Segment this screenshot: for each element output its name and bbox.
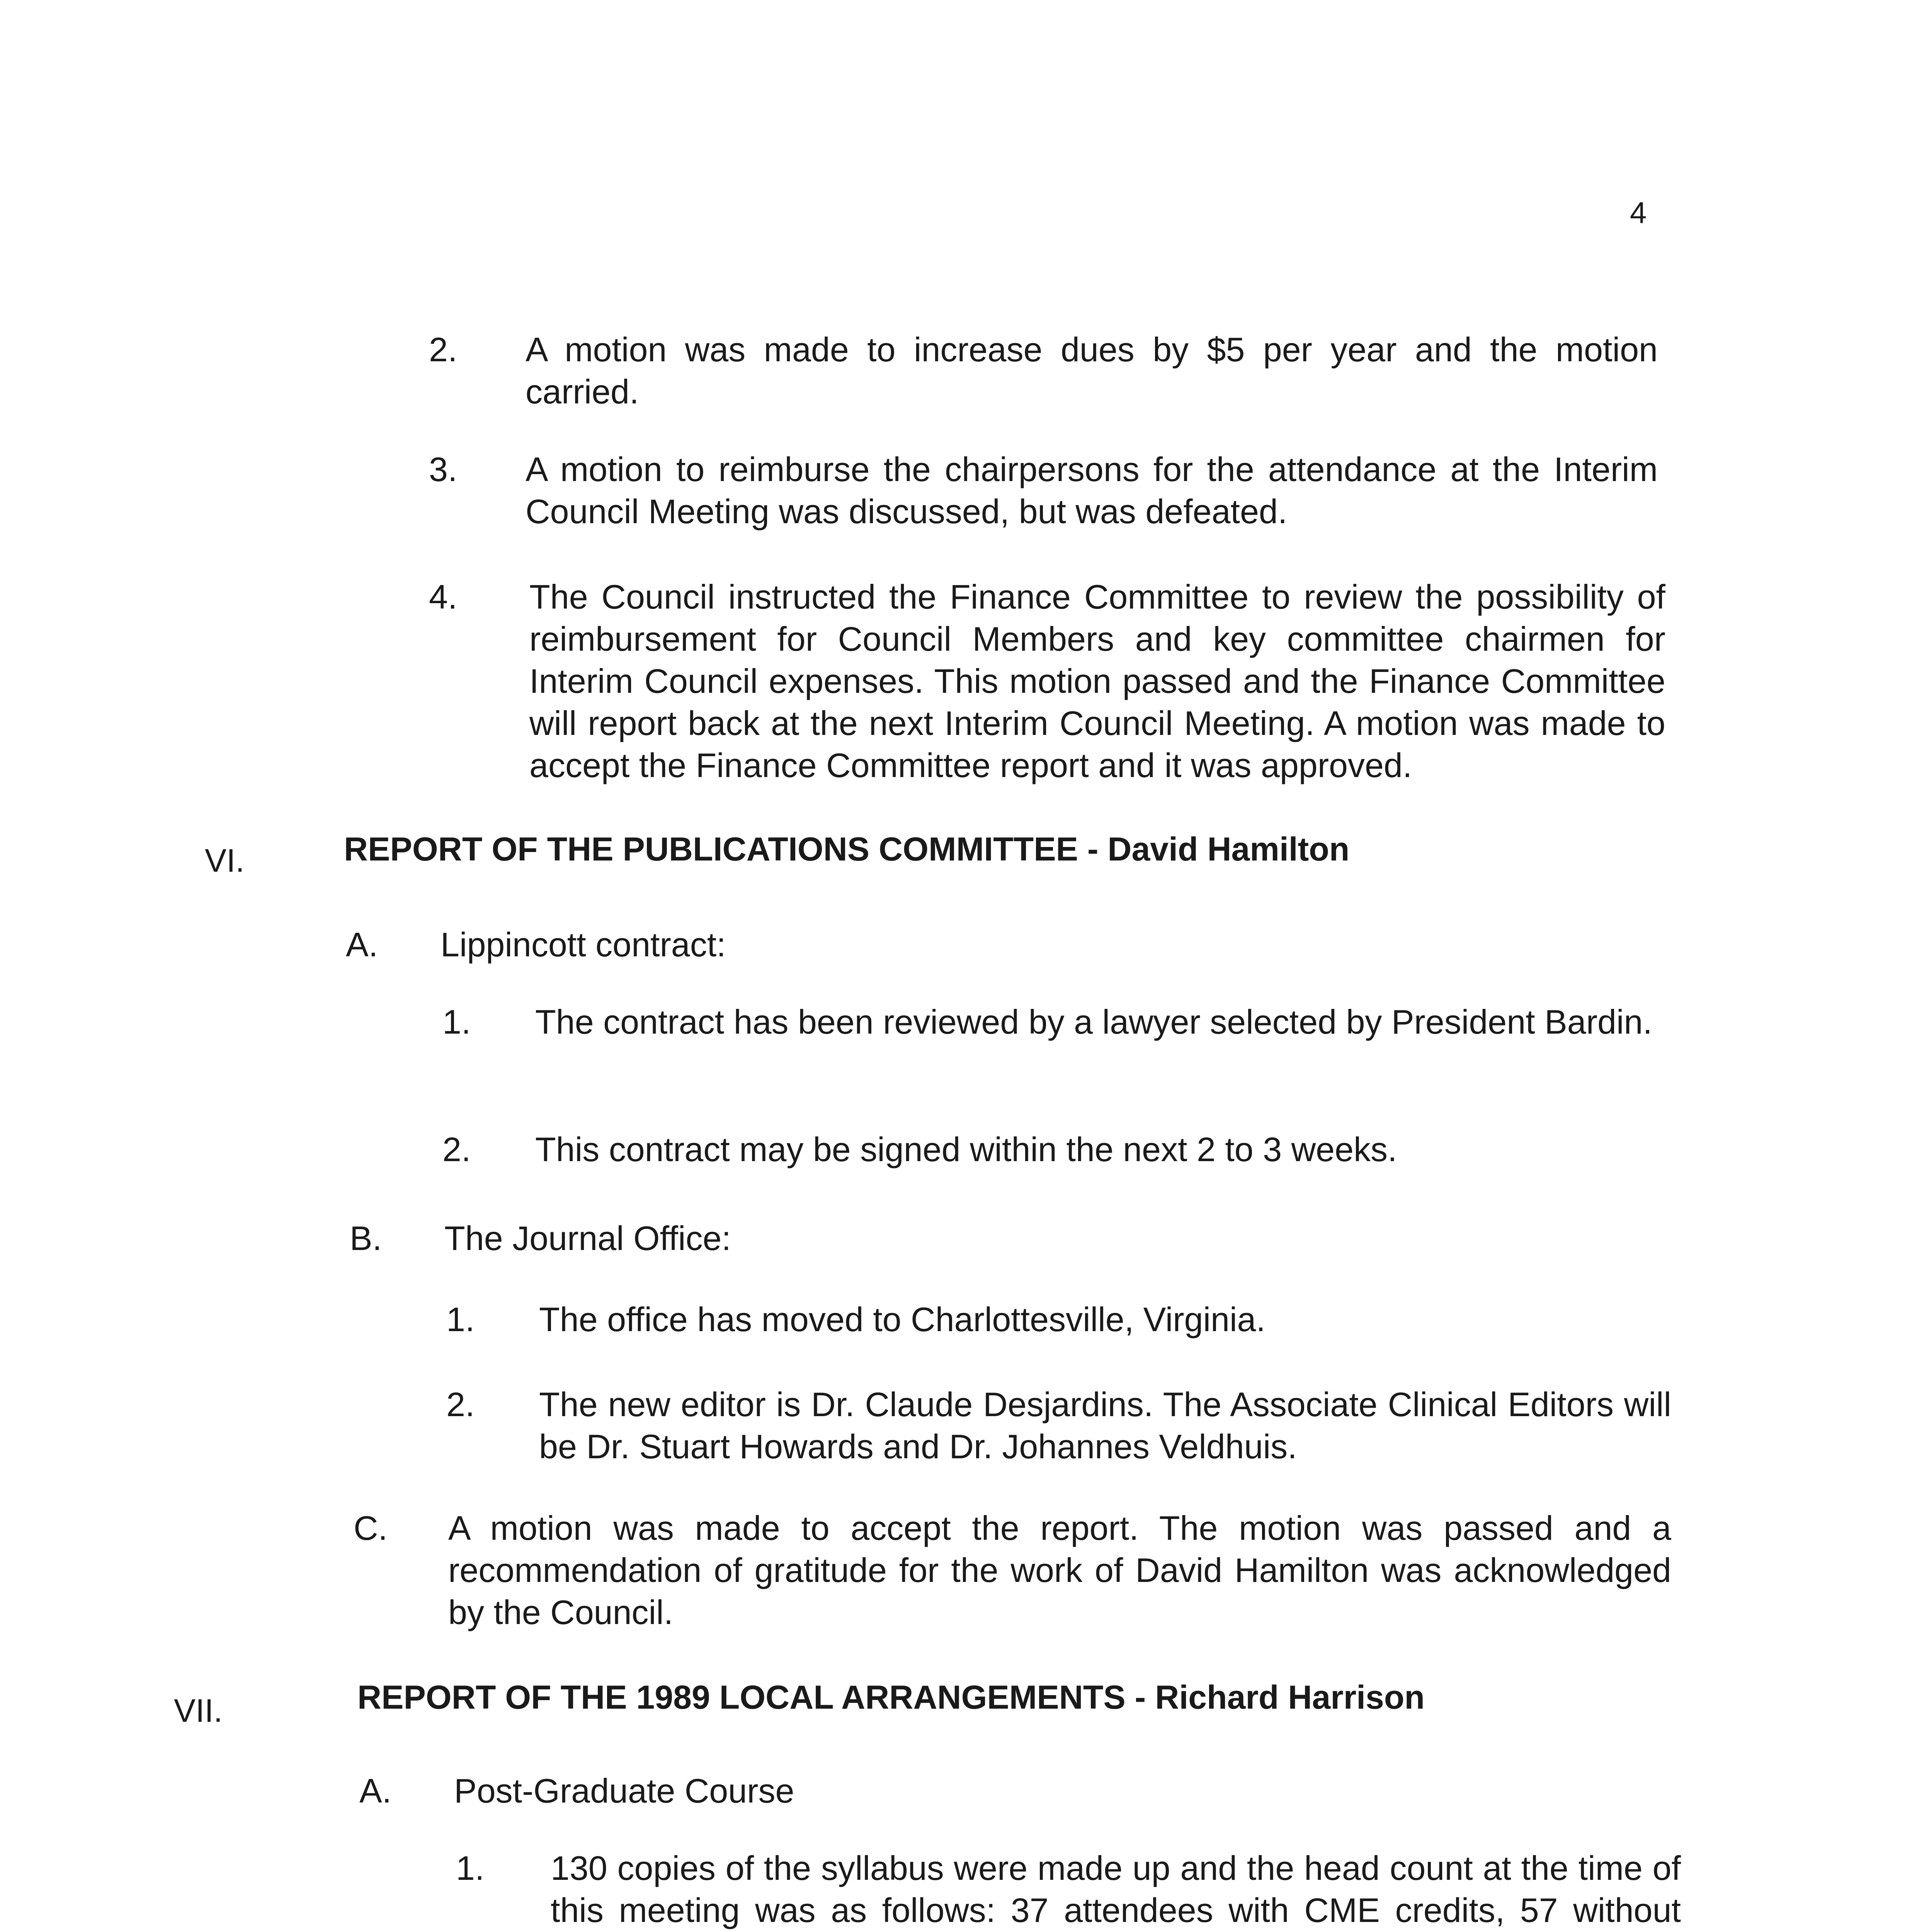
- item-text: 130 copies of the syllabus were made up and the head count at the time of this meeting was as follows: 37 attendees with CME credits, 57 without: [551, 1849, 1681, 1930]
- item-text: The new editor is Dr. Claude Desjardins. The Associate Clinical Editors will be Dr. Stuart Howards and Dr. Johannes Veldhuis.: [539, 1385, 1671, 1466]
- subsection-letter: A.: [346, 925, 378, 964]
- item-number: 2.: [442, 1130, 471, 1168]
- item-number: 2.: [429, 330, 458, 369]
- section-vi-numeral: VI.: [205, 842, 245, 879]
- subsection-label: The Journal Office:: [444, 1219, 731, 1257]
- item-number: 1.: [442, 1003, 471, 1041]
- item-number: 2.: [446, 1385, 475, 1423]
- subsection-label: Post-Graduate Course: [454, 1772, 794, 1810]
- item-text: This contract may be signed within the next 2 to 3 weeks.: [535, 1130, 1397, 1168]
- item-text: A motion to reimburse the chairpersons for the attendance at the Interim Council Meeting was discussed, but was defeated.: [526, 450, 1658, 531]
- item-text: A motion was made to increase dues by $5 per year and the motion carried.: [526, 330, 1658, 411]
- section-vii-heading: REPORT OF THE 1989 LOCAL ARRANGEMENTS - Richard Harrison: [357, 1679, 1425, 1716]
- item-number: 3.: [429, 450, 458, 488]
- subsection-letter: A.: [359, 1772, 392, 1810]
- subsection-label: Lippincott contract:: [441, 925, 726, 964]
- item-text: The Council instructed the Finance Committee to review the possibility of reimbursement for Council Members and key committee chairmen for Interim Council expenses. This motion passed and the Finance Committee will report back at the next Interim Council Meeting. A motion was made to accept the Finance Committee report and it was approved.: [529, 578, 1665, 785]
- page-number: 4: [1630, 196, 1647, 230]
- subsection-letter: C.: [354, 1509, 388, 1547]
- item-number: 1.: [446, 1300, 475, 1338]
- section-vi-heading: REPORT OF THE PUBLICATIONS COMMITTEE - David Hamilton: [344, 831, 1350, 868]
- item-text: The office has moved to Charlottesville, Virginia.: [539, 1300, 1266, 1338]
- subsection-letter: B.: [350, 1219, 382, 1257]
- item-text: The contract has been reviewed by a lawyer selected by President Bardin.: [535, 1003, 1652, 1041]
- item-number: 4.: [429, 578, 458, 616]
- section-vii-numeral: VII.: [174, 1692, 223, 1729]
- item-text: A motion was made to accept the report. The motion was passed and a recommendation of gratitude for the work of David Hamilton was acknowledged by the Council.: [448, 1509, 1671, 1632]
- item-number: 1.: [456, 1849, 485, 1887]
